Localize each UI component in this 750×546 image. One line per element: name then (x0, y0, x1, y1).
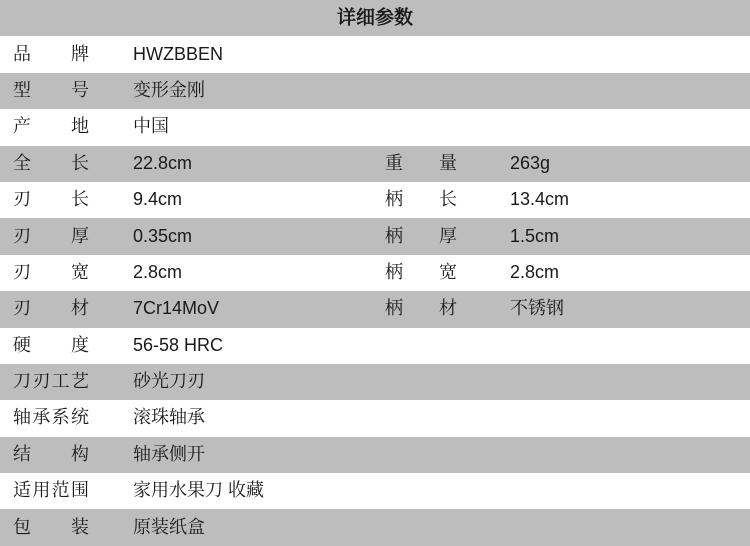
spec-value: 263g (510, 152, 551, 173)
spec-row-blade-thickness-handle-thickness (0, 218, 750, 254)
spec-value: 2.8cm (510, 262, 560, 283)
spec-label: 柄长 (385, 189, 457, 210)
spec-label: 柄厚 (385, 225, 457, 246)
spec-value: 56-58 HRC (133, 334, 224, 355)
spec-value: 22.8cm (133, 152, 193, 173)
spec-value: 不锈钢 (510, 298, 564, 319)
table-title: 详细参数 (336, 7, 413, 29)
spec-label: 型号 (13, 80, 89, 101)
spec-value: 家用水果刀 收藏 (133, 480, 265, 501)
spec-row-blade-material-handle-material (0, 291, 750, 327)
spec-value: 原装纸盒 (133, 516, 205, 537)
spec-label: 品牌 (13, 43, 89, 64)
spec-label: 硬度 (13, 334, 89, 355)
spec-label: 结构 (13, 444, 89, 465)
spec-row-edge-process (0, 364, 750, 400)
spec-row-blade-length-handle-length (0, 182, 750, 218)
spec-row-bearing-system (0, 400, 750, 436)
spec-value: 1.5cm (510, 225, 560, 246)
spec-label: 全长 (13, 152, 89, 173)
spec-value: 滚珠轴承 (133, 407, 205, 428)
table-header-row (0, 0, 750, 36)
spec-label: 适用范围 (13, 480, 89, 501)
spec-row-packaging (0, 509, 750, 545)
spec-row-hardness (0, 328, 750, 364)
spec-value: 9.4cm (133, 189, 183, 210)
spec-value: 7Cr14MoV (133, 298, 220, 319)
spec-label: 刃厚 (13, 225, 89, 246)
spec-label: 产地 (13, 116, 89, 137)
spec-label: 刀刃工艺 (13, 371, 89, 392)
spec-label: 刃长 (13, 189, 89, 210)
spec-value: HWZBBEN (133, 43, 223, 64)
spec-value: 轴承侧开 (133, 444, 205, 465)
spec-value: 中国 (133, 116, 169, 137)
spec-value: 砂光刀刃 (133, 371, 205, 392)
spec-label: 柄材 (385, 298, 457, 319)
spec-label: 刃宽 (13, 262, 89, 283)
spec-value: 13.4cm (510, 189, 570, 210)
spec-label: 重量 (385, 152, 457, 173)
spec-row-origin (0, 109, 750, 145)
spec-label: 刃材 (13, 298, 89, 319)
spec-row-brand (0, 36, 750, 72)
spec-label: 柄宽 (385, 262, 457, 283)
spec-row-model (0, 73, 750, 109)
spec-row-blade-width-handle-width (0, 255, 750, 291)
spec-label: 包装 (13, 516, 89, 537)
spec-value: 变形金刚 (133, 80, 205, 101)
spec-value: 2.8cm (133, 262, 183, 283)
spec-row-applicable-range (0, 473, 750, 509)
spec-row-total-length-weight (0, 146, 750, 182)
spec-row-structure (0, 437, 750, 473)
spec-label: 轴承系统 (13, 407, 89, 428)
spec-value: 0.35cm (133, 225, 193, 246)
